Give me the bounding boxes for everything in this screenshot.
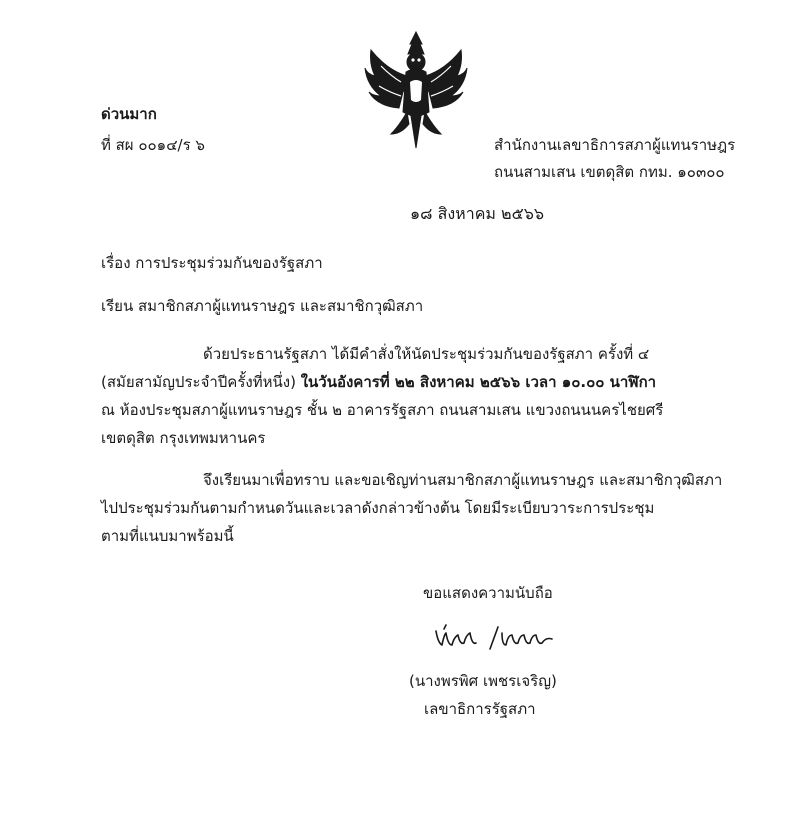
paragraph-1-line-1: ด้วยประธานรัฐสภา ได้มีคำสั่งให้นัดประชุมร่วมกันของรัฐสภา ครั้งที่ ๔ <box>203 345 650 363</box>
paragraph-1-line-3: ณ ห้องประชุมสภาผู้แทนราษฎร ชั้น ๒ อาคารรัฐสภา ถนนสามเสน แขวงถนนนครไชยศรี <box>101 401 664 419</box>
urgency-label: ด่วนมาก <box>101 105 157 123</box>
signatory-title: เลขาธิการรัฐสภา <box>424 700 536 718</box>
paragraph-1-line-4: เขตดุสิต กรุงเทพมหานคร <box>101 429 266 447</box>
garuda-emblem <box>363 30 469 152</box>
session-text: (สมัยสามัญประจำปีครั้งที่หนึ่ง) <box>101 373 296 391</box>
paragraph-2-line-3: ตามที่แนบมาพร้อมนี้ <box>101 527 234 545</box>
sender-address: ถนนสามเสน เขตดุสิต กทม. ๑๐๓๐๐ <box>494 163 725 181</box>
paragraph-2-line-1: จึงเรียนมาเพื่อทราบ และขอเชิญท่านสมาชิกสภาผู้แทนราษฎร และสมาชิกวุฒิสภา <box>203 471 723 489</box>
closing-phrase: ขอแสดงความนับถือ <box>423 584 553 602</box>
reference-number: ที่ สผ ๐๐๑๔/ร ๖ <box>101 136 205 154</box>
meeting-datetime: ในวันอังคารที่ ๒๒ สิงหาคม ๒๕๖๖ เวลา ๑๐.๐๐ นาฬิกา <box>300 373 657 391</box>
letter-date: ๑๘ สิงหาคม ๒๕๖๖ <box>410 204 544 223</box>
paragraph-2-line-2: ไปประชุมร่วมกันตามกำหนดวันและเวลาดังกล่าวข้างต้น โดยมีระเบียบวาระการประชุม <box>101 499 655 517</box>
letter-subject: เรื่อง การประชุมร่วมกันของรัฐสภา <box>101 254 323 272</box>
paragraph-1-line-2 <box>101 372 656 392</box>
signature <box>432 623 556 653</box>
sender-office: สำนักงานเลขาธิการสภาผู้แทนราษฎร <box>494 136 736 154</box>
signatory-name: (นางพรพิศ เพชรเจริญ) <box>409 672 557 690</box>
letter-recipient: เรียน สมาชิกสภาผู้แทนราษฎร และสมาชิกวุฒิสภา <box>101 297 424 315</box>
